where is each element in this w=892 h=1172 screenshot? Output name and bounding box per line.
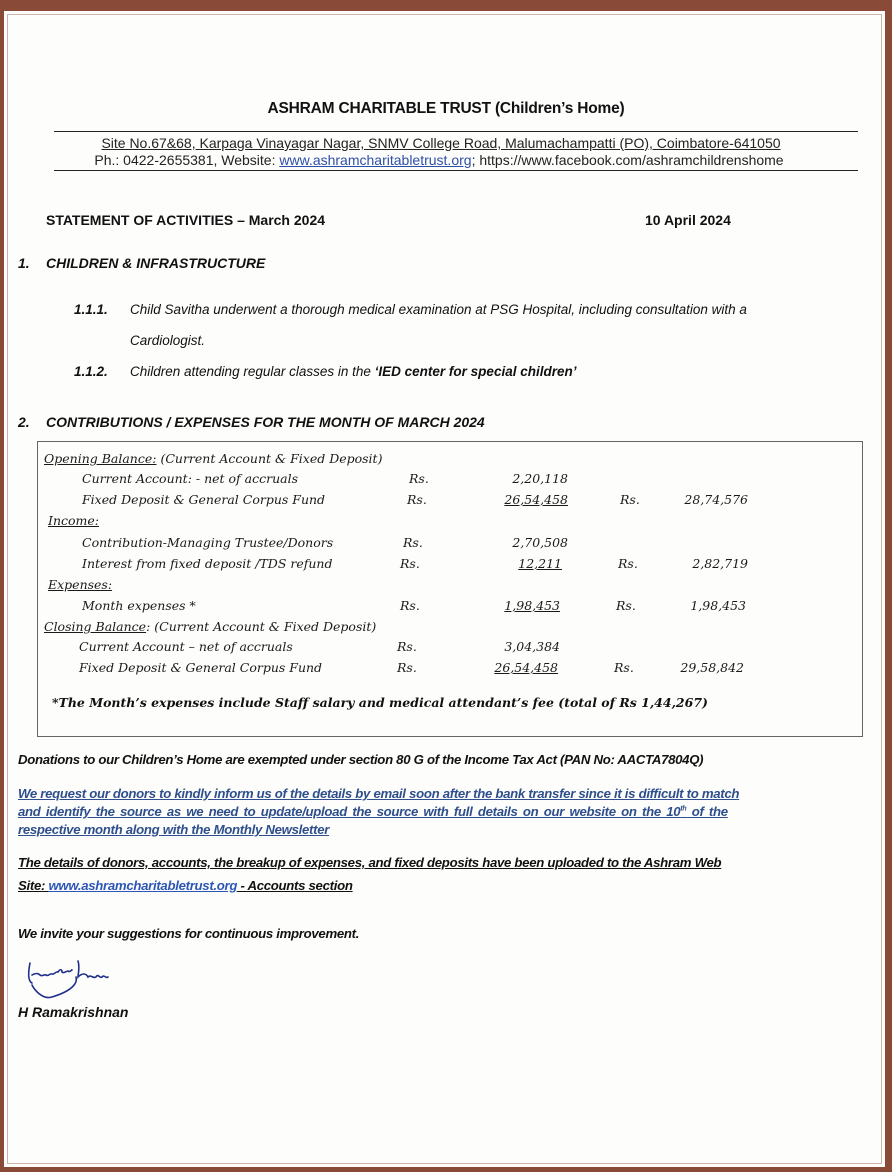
row-label: Current Account: - net of accruals (82, 471, 298, 486)
address-text: Site No.67&68, Karpaga Vinayagar Nagar, SNMV College Road, Malumachampatti (PO), Coimbatore-641050 (101, 135, 781, 151)
item-1-1-1 (74, 302, 747, 317)
row-total: 1,98,453 (690, 598, 746, 613)
org-title: ASHRAM CHARITABLE TRUST (Children’s Home) (267, 100, 625, 117)
row-label: Contribution-Managing Trustee/Donors (82, 535, 334, 550)
item-1-1-2 (74, 364, 576, 379)
section1-number: 1. (18, 255, 30, 271)
row-currency: Rs. (403, 535, 423, 550)
row-total: 29,58,842 (680, 660, 744, 675)
row-amount: 2,70,508 (512, 535, 568, 550)
row-currency: Rs. (400, 598, 420, 613)
header-rule-bottom (54, 170, 858, 171)
row-currency: Rs. (409, 471, 429, 486)
item-number: 1.1.1. (74, 302, 108, 317)
row-amount: 26,54,458 (504, 492, 568, 507)
request-text-end: of the (686, 804, 728, 819)
row-currency: Rs. (397, 660, 417, 675)
row-total-currency: Rs. (618, 556, 638, 571)
row-currency: Rs. (397, 639, 417, 654)
expenses-footnote: *The Month’s expenses include Staff salary and medical attendant’s fee (total of Rs 1,44,267) (52, 695, 708, 710)
row-label: Month expenses * (82, 598, 196, 613)
closing-balance-heading (44, 619, 376, 634)
tax-exemption-note: Donations to our Children’s Home are exempted under section 80 G of the Income Tax Act (PAN No: AACTA7804Q) (18, 752, 704, 767)
closing-sub: : (Current Account & Fixed Deposit) (146, 619, 377, 634)
request-text: and identify the source as we need to update/upload the source with full details on our website on the 10 (18, 804, 681, 819)
item-text: Children attending regular classes in the (130, 364, 375, 379)
donor-request-line-3: respective month along with the Monthly Newsletter (18, 822, 330, 837)
row-amount: 2,20,118 (512, 471, 568, 486)
address-line (0, 135, 892, 151)
section2-number: 2. (18, 414, 30, 430)
item-text: Child Savitha underwent a thorough medical examination at PSG Hospital, including consultation with a (130, 302, 747, 317)
section1-heading (18, 255, 265, 271)
website-link[interactable]: www.ashramcharitabletrust.org (279, 152, 472, 168)
row-amount: 12,211 (518, 556, 562, 571)
row-total: 2,82,719 (692, 556, 748, 571)
accounts-website-link[interactable]: www.ashramcharitabletrust.org (48, 878, 238, 893)
statement-title: STATEMENT OF ACTIVITIES – March 2024 (46, 212, 326, 228)
donor-request-line-2 (18, 804, 728, 819)
website-separator: ; (471, 152, 480, 168)
phone-label: Ph.: 0422-2655381, Website: (94, 152, 280, 168)
row-currency: Rs. (400, 556, 420, 571)
closing-label: Closing Balance (44, 619, 147, 634)
expenses-heading: Expenses: (48, 577, 113, 592)
site-label: Site: (18, 878, 49, 893)
section2-heading (18, 414, 485, 430)
uploaded-note-line-2 (18, 878, 353, 893)
contact-line (0, 152, 892, 168)
section1-title: CHILDREN & INFRASTRUCTURE (46, 255, 266, 271)
row-currency: Rs. (407, 492, 427, 507)
row-label: Interest from fixed deposit /TDS refund (82, 556, 333, 571)
uploaded-note-line-1: The details of donors, accounts, the breakup of expenses, and fixed deposits have been uploaded to the Ashram Web (18, 855, 722, 870)
item-number: 1.1.2. (74, 364, 108, 379)
row-total-currency: Rs. (620, 492, 640, 507)
row-total-currency: Rs. (616, 598, 636, 613)
item-1-1-1-cont: Cardiologist. (130, 333, 206, 348)
row-amount: 3,04,384 (504, 639, 560, 654)
donor-request-line-1: We request our donors to kindly inform us of the details by email soon after the bank transfer since it is difficult to match (18, 786, 740, 801)
opening-sub: (Current Account & Fixed Deposit) (156, 451, 383, 466)
income-heading: Income: (48, 513, 99, 528)
row-label: Fixed Deposit & General Corpus Fund (82, 492, 326, 507)
section2-title: CONTRIBUTIONS / EXPENSES FOR THE MONTH OF MARCH 2024 (46, 414, 485, 430)
row-amount: 1,98,453 (504, 598, 560, 613)
request-sup: th (680, 805, 687, 813)
row-total: 28,74,576 (684, 492, 748, 507)
statement-date: 10 April 2024 (645, 212, 731, 228)
opening-balance-heading (44, 451, 382, 466)
row-label: Fixed Deposit & General Corpus Fund (79, 660, 323, 675)
opening-label: Opening Balance: (44, 451, 157, 466)
invite-suggestions: We invite your suggestions for continuous improvement. (18, 926, 360, 941)
row-amount: 26,54,458 (494, 660, 558, 675)
item-text-bold: ‘IED center for special children’ (374, 364, 577, 379)
header-rule-top (54, 131, 858, 132)
row-label: Current Account – net of accruals (79, 639, 293, 654)
signature-stroke (29, 961, 108, 998)
signatory-name: H Ramakrishnan (18, 1004, 129, 1020)
site-suffix: - Accounts section (237, 878, 353, 893)
facebook-url: https://www.facebook.com/ashramchildrenshome (479, 152, 784, 168)
signature-image (20, 955, 170, 1005)
row-total-currency: Rs. (614, 660, 634, 675)
